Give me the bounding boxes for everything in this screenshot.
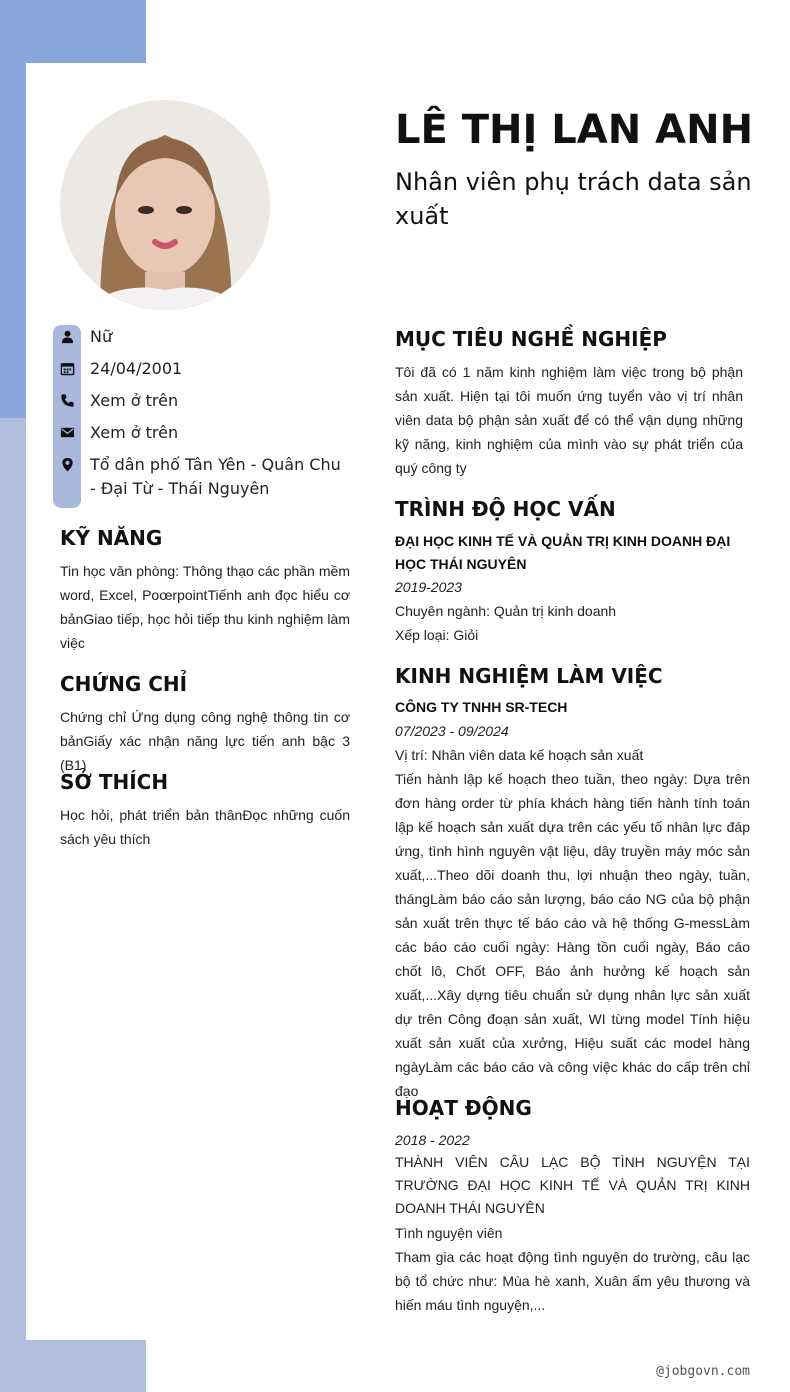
contact-address (53, 453, 353, 501)
hobbies-heading: SỞ THÍCH (60, 770, 169, 794)
experience-heading: KINH NGHIỆM LÀM VIỆC (395, 664, 663, 688)
candidate-name: LÊ THỊ LAN ANH (395, 107, 754, 153)
activities-period: 2018 - 2022 (395, 1132, 470, 1148)
education-period: 2019-2023 (395, 579, 462, 595)
candidate-job-title: Nhân viên phụ trách data sản xuất (395, 168, 752, 230)
skills-heading: KỸ NĂNG (60, 526, 163, 550)
education-school: ĐẠI HỌC KINH TẾ VÀ QUẢN TRỊ KINH DOANH ĐẠI HỌC THÁI NGUYÊN (395, 533, 731, 572)
education-major: Chuyên ngành: Quản trị kinh doanh (395, 603, 617, 619)
contact-phone (53, 389, 353, 413)
experience-position: Vị trí: Nhân viên data kế hoạch sản xuất (395, 747, 644, 763)
activities-description: Tham gia các hoạt động tình nguyện do trường, câu lạc bộ tổ chức như: Mùa hè xanh, Xuân ấm yêu thương và hiến máu tình nguyện,... (395, 1249, 750, 1313)
activities-organization: THÀNH VIÊN CÂU LẠC BỘ TÌNH NGUYỆN TẠI TRƯỜNG ĐẠI HỌC KINH TẾ VÀ QUẢN TRỊ KINH DOANH THÁI NGUYÊN (395, 1154, 750, 1216)
watermark-text: @jobgovn.com (656, 1364, 750, 1379)
certificates-heading: CHỨNG CHỈ (60, 672, 188, 696)
contact-email-text: Xem ở trên (90, 423, 179, 442)
certificates-text: Chứng chỉ Ứng dụng công nghệ thông tin cơ bảnGiấy xác nhận năng lực tiến anh bậc 3 (B1) (60, 709, 350, 773)
contact-gender-text: Nữ (90, 327, 113, 346)
contact-email (53, 421, 353, 445)
contact-address-text: Tổ dân phố Tân Yên - Quân Chu - Đại Từ - Thái Nguyên (90, 455, 341, 498)
objective-text: Tôi đã có 1 năm kinh nghiệm làm việc trong bộ phận sản xuất. Hiện tại tôi muốn ứng tuyển vào vị trí nhân viên data bộ phận sản xuất để có thể vận dụng những kỹ năng, kinh nghiệm của mình vào sự phát triển của quý công ty (395, 364, 743, 476)
contact-gender (53, 325, 353, 349)
contact-birthday-text: 24/04/2001 (90, 359, 183, 378)
person-icon (53, 325, 81, 347)
experience-description: Tiến hành lập kế hoạch theo tuần, theo ngày: Dựa trên đơn hàng order từ phía khách hàng tiến hành tính toán lập kế hoạch sản xuất dựa trên các yếu tố nhân lực đáp ứng, tình hình nguyên vật liệu, dây truyền máy móc sản xuất,...Theo dõi doanh thu, lợi nhuận theo ngày, tuần, thángLàm báo cáo sản lượng, báo cáo NG của bộ phận sản xuất trên thực tế báo cáo và hệ thống G-messLàm các báo cáo cuối ngày: Hàng tồn cuối ngày, Báo cáo chốt lô, Chốt OFF, Báo ảnh hưởng kế hoạch sản xuất,...Xây dựng tiêu chuẩn sử dụng nhân lực sản xuất dự trên Công đoạn sản xuất, WI từng model Tính hiệu xuất sản xuất của xưởng, Hiệu suất các model hàng ngàyLàm các báo cáo và công việc khác do cấp trên chỉ đạo (395, 771, 750, 1099)
objective-heading: MỤC TIÊU NGHỀ NGHIỆP (395, 327, 667, 351)
education-heading: TRÌNH ĐỘ HỌC VẤN (395, 497, 616, 521)
phone-icon (53, 389, 81, 411)
activities-role: Tình nguyện viên (395, 1225, 503, 1241)
skills-text: Tin học văn phòng: Thông thạo các phần mềm word, Excel, PoœrpointTiếnh anh đọc hiểu cơ bảnGiao tiếp, học hỏi tiếp thu kinh nghiệm làm việc (60, 563, 350, 651)
calendar-icon (53, 357, 81, 379)
profile-photo (60, 100, 270, 310)
education-grade: Xếp loại: Giỏi (395, 627, 479, 643)
location-pin-icon (53, 453, 81, 475)
hobbies-text: Học hỏi, phát triển bản thânĐọc những cuốn sách yêu thích (60, 807, 350, 847)
activities-heading: HOẠT ĐỘNG (395, 1096, 532, 1120)
experience-period: 07/2023 - 09/2024 (395, 723, 509, 739)
contact-phone-text: Xem ở trên (90, 391, 179, 410)
contact-birthday (53, 357, 353, 381)
experience-company: CÔNG TY TNHH SR-TECH (395, 699, 568, 715)
email-icon (53, 421, 81, 443)
